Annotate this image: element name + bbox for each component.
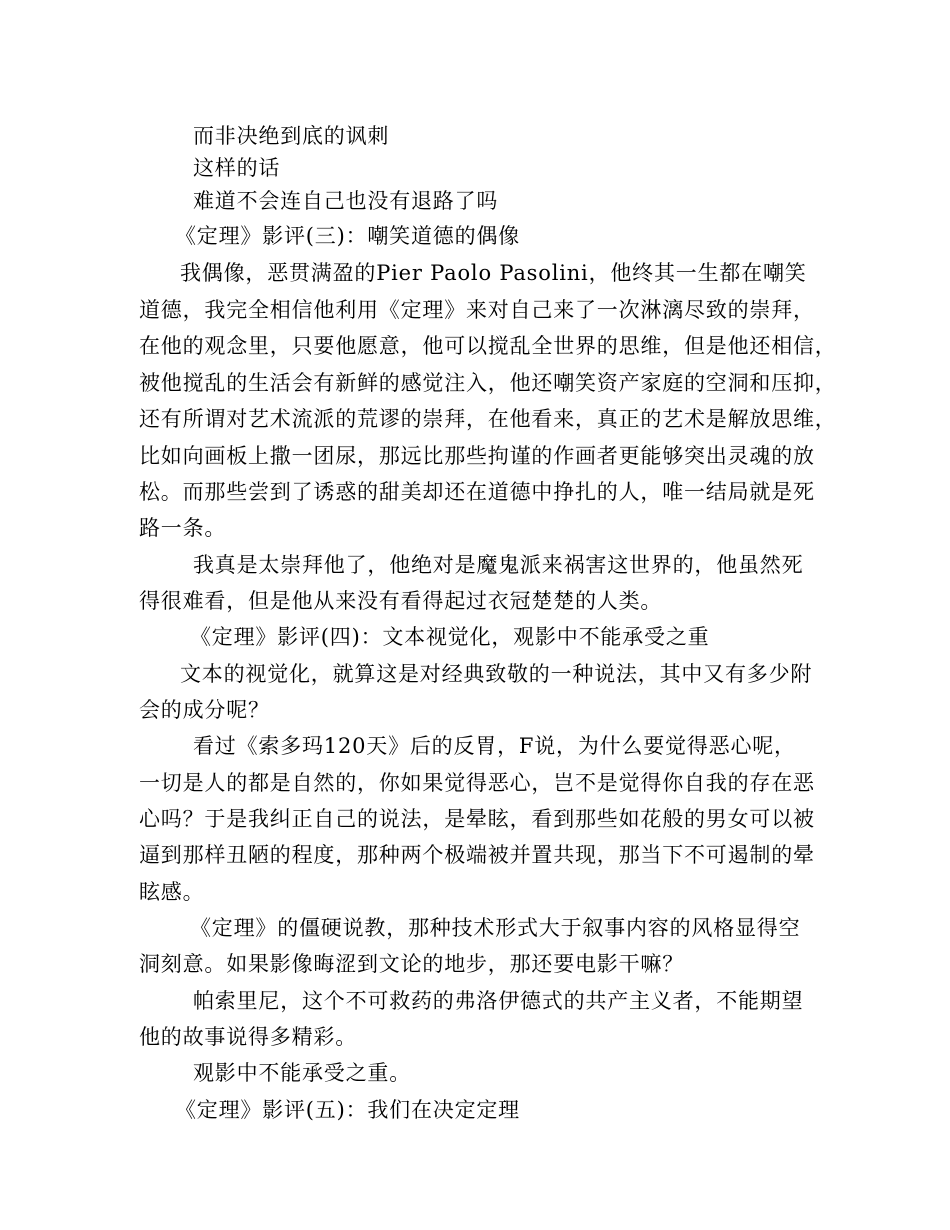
text-line: 难道不会连自己也没有退路了吗: [193, 189, 499, 213]
text-line: 道德，我完全相信他利用《定理》来对自己来了一次淋漓尽致的崇拜，: [139, 298, 815, 322]
section-heading: 《定理》影评(五)：我们在决定定理: [175, 1098, 520, 1122]
text-line: 会的成分呢？: [139, 698, 270, 722]
text-line: 心吗？于是我纠正自己的说法，是晕眩，看到那些如花般的男女可以被: [139, 807, 815, 831]
text-line: 而非决绝到底的讽刺: [193, 124, 390, 148]
section-heading: 《定理》影评(四)：文本视觉化，观影中不能承受之重: [190, 625, 710, 649]
text-line: 看过《索多玛120天》后的反胃，F说，为什么要觉得恶心呢，: [193, 734, 796, 758]
text-line: 被他搅乱的生活会有新鲜的感觉注入，他还嘲笑资产家庭的空洞和压抑，: [139, 371, 837, 395]
text-line: 《定理》的僵硬说教，那种技术形式大于叙事内容的风格显得空: [190, 916, 801, 940]
text-line: 我真是太崇拜他了，他绝对是魔鬼派来祸害这世界的，他虽然死: [193, 553, 804, 577]
text-line: 观影中不能承受之重。: [193, 1061, 411, 1085]
section-heading: 《定理》影评(三)：嘲笑道德的偶像: [175, 224, 520, 248]
text-line: 洞刻意。如果影像晦涩到文论的地步，那还要电影干嘛？: [139, 952, 684, 976]
text-line: 比如向画板上撒一团尿，那远比那些拘谨的作画者更能够突出灵魂的放: [139, 444, 815, 468]
text-line: 文本的视觉化，就算这是对经典致敬的一种说法，其中又有多少附: [180, 662, 813, 686]
text-line: 他的故事说得多精彩。: [139, 1025, 357, 1049]
text-line: 这样的话: [193, 156, 281, 180]
text-line: 得很难看，但是他从来没有看得起过衣冠楚楚的人类。: [139, 589, 663, 613]
text-line: 我偶像，恶贯满盈的Pier Paolo Pasolini，他终其一生都在嘲笑: [180, 261, 807, 285]
text-line: 还有所谓对艺术流派的荒谬的崇拜，在他看来，真正的艺术是解放思维，: [139, 407, 837, 431]
text-line: 眩感。: [139, 880, 205, 904]
text-line: 一切是人的都是自然的，你如果觉得恶心，岂不是觉得你自我的存在恶: [139, 771, 815, 795]
text-line: 松。而那些尝到了诱惑的甜美却还在道德中挣扎的人，唯一结局就是死: [139, 480, 815, 504]
text-line: 路一条。: [139, 516, 227, 540]
text-line: 帕索里尼，这个不可救药的弗洛伊德式的共产主义者，不能期望: [193, 989, 804, 1013]
text-line: 逼到那样丑陋的程度，那种两个极端被并置共现，那当下不可遏制的晕: [139, 843, 815, 867]
text-line: 在他的观念里，只要他愿意，他可以搅乱全世界的思维，但是他还相信，: [139, 334, 837, 358]
